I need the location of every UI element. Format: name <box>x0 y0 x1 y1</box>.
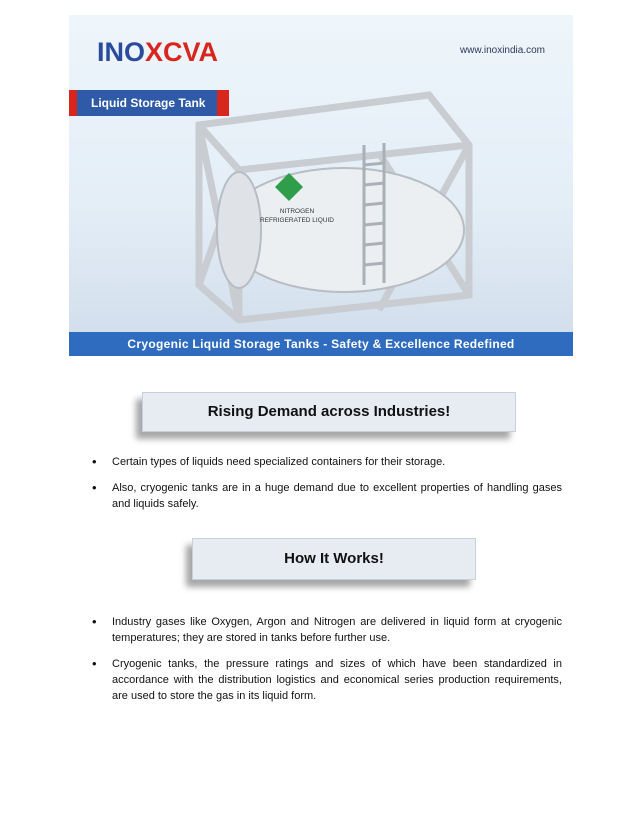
tank-label-line1: NITROGEN <box>279 208 315 215</box>
how-it-works-bullet-list <box>92 614 562 714</box>
list-item: • Industry gases like Oxygen, Argon and Nitrogen are delivered in liquid form at cryogenic temperatures; they are stored in tanks before further use. <box>92 614 562 646</box>
section-heading-demand: Rising Demand across Industries! <box>142 392 516 432</box>
list-item: • Certain types of liquids need specialized containers for their storage. <box>92 454 562 470</box>
product-tag-label: Liquid Storage Tank <box>77 90 217 116</box>
section-heading-how-it-works: How It Works! <box>192 538 476 580</box>
banner-tagline: Cryogenic Liquid Storage Tanks - Safety & Excellence Redefined <box>69 332 573 356</box>
tank-illustration <box>179 85 479 325</box>
tank-label-line2: REFRIGERATED LIQUID <box>260 217 334 224</box>
demand-bullet-list <box>92 454 562 522</box>
list-item: • Cryogenic tanks, the pressure ratings and sizes of which have been standardized in accordance with the distribution logistics and economical series production requirements, are used to store the gas in its liquid form. <box>92 656 562 704</box>
inoxcva-logo: INOXCVA <box>97 37 219 67</box>
hero-banner <box>69 15 573 356</box>
list-item: • Also, cryogenic tanks are in a huge demand due to excellent properties of handling gases and liquids safely. <box>92 480 562 512</box>
website-url: www.inoxindia.com <box>459 45 545 56</box>
